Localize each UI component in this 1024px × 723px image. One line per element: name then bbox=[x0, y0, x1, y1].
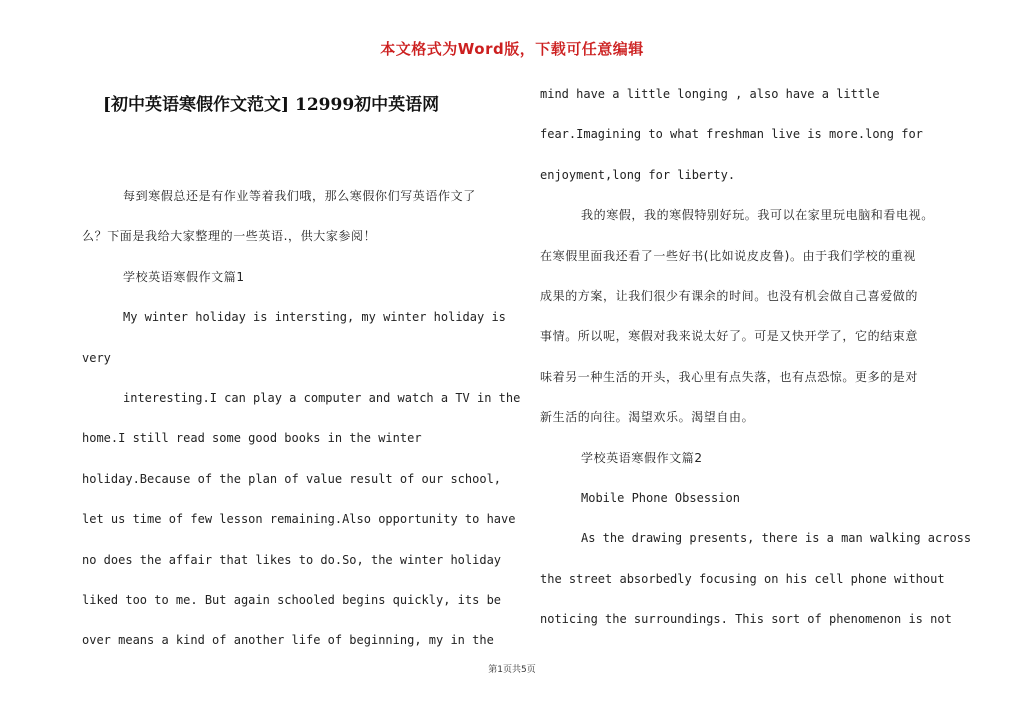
text-line: mind have a little longing , also have a little bbox=[540, 87, 880, 101]
text-line: no does the affair that likes to do.So, the winter holiday bbox=[82, 552, 502, 567]
text-line: 我的寒假，我的寒假特别好玩。我可以在家里玩电脑和看电视。 bbox=[581, 208, 934, 223]
text-line: holiday.Because of the plan of value result of our school, bbox=[82, 471, 502, 486]
text-line: the street absorbedly focusing on his cell phone without bbox=[540, 571, 945, 586]
text-line: 事情。所以呢，寒假对我来说太好了。可是又快开学了，它的结束意 bbox=[540, 329, 919, 344]
text-line: 么？下面是我给大家整理的一些英语.，供大家参阅！ bbox=[82, 229, 377, 244]
text-line: My winter holiday is intersting, my winter holiday is bbox=[123, 310, 506, 325]
text-line: very bbox=[82, 350, 111, 365]
text-line: 味着另一种生活的开头，我心里有点失落，也有点恐惊。更多的是对 bbox=[540, 369, 919, 384]
text-line: noticing the surroundings. This sort of phenomenon is not bbox=[540, 612, 952, 627]
text-line: enjoyment,long for liberty. bbox=[540, 167, 736, 182]
text-line: liked too to me. But again schooled begins quickly, its be bbox=[82, 592, 502, 607]
text-line: over means a kind of another life of beginning, my in the bbox=[82, 633, 494, 648]
text-line: fear.Imagining to what freshman live is more.long for bbox=[540, 127, 923, 142]
right-column bbox=[540, 74, 970, 639]
text-line: 学校英语寒假作文篇2 bbox=[581, 450, 703, 465]
text-line: 新生活的向往。渴望欢乐。渴望自由。 bbox=[540, 410, 755, 425]
text-line: interesting.I can play a computer and watch a TV in the bbox=[123, 390, 521, 405]
text-line: Mobile Phone Obsession bbox=[581, 490, 740, 505]
text-line: let us time of few lesson remaining.Also opportunity to have bbox=[82, 512, 516, 527]
text-line: 在寒假里面我还看了一些好书(比如说皮皮鲁)。由于我们学校的重视 bbox=[540, 248, 916, 263]
text-line: 学校英语寒假作文篇1 bbox=[123, 269, 245, 284]
text-line: As the drawing presents, there is a man walking across bbox=[581, 531, 972, 546]
page-footer: 第1页共5页 bbox=[488, 665, 536, 675]
document-title: [初中英语寒假作文范文] 12999初中英语网 bbox=[103, 95, 440, 115]
text-line: 成果的方案，让我们很少有课余的时间。也没有机会做自己喜爱做的 bbox=[540, 288, 919, 303]
left-column bbox=[82, 176, 521, 661]
text-line: home.I still read some good books in the winter bbox=[82, 431, 422, 446]
text-line: 每到寒假总还是有作业等着我们哦，那么寒假你们写英语作文了 bbox=[123, 189, 476, 203]
word-version-banner: 本文格式为Word版，下载可任意编辑 bbox=[380, 40, 644, 58]
